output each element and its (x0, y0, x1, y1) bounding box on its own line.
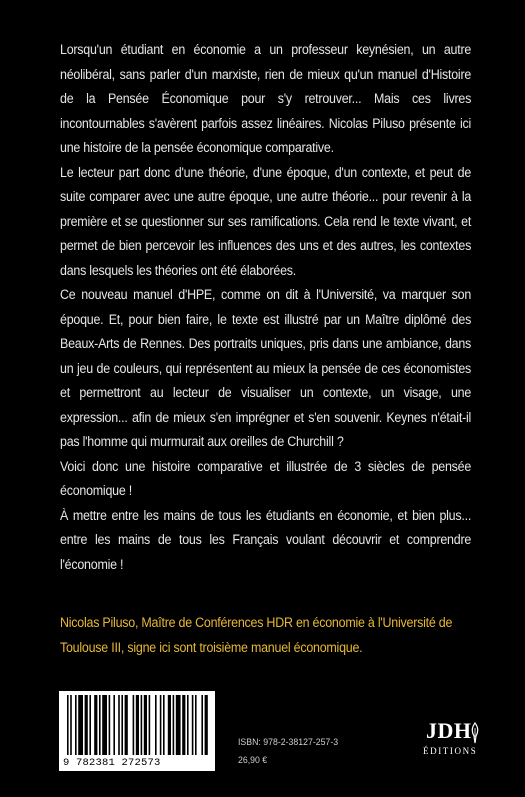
barcode (59, 691, 215, 771)
blurb-paragraph-4: Voici donc une histoire comparative et illustrée de 3 siècles de pensée économique ! (60, 458, 472, 498)
blurb-paragraph-2: Le lecteur part donc d'une théorie, d'une époque, d'un contexte, et peut de suite comparer avec une autre époque, une autre théorie... pour revenir à la première et se questionner sur ses ramifications. Cela rend le texte vivant, et permet de bien percevoir les influences des uns et des autres, les contextes dans lesquels les théories ont été élaborées. (60, 164, 472, 278)
quill-pen-icon (470, 722, 480, 744)
publisher-logo (422, 718, 482, 762)
isbn-price-block (238, 736, 338, 768)
barcode-digits: 9 782381 272573 (63, 757, 161, 769)
blurb-paragraph-1: Lorsqu'un étudiant en économie a un professeur keynésien, un autre néolibéral, sans parler d'un marxiste, rien de mieux qu'un manuel d'Histoire de la Pensée Économique pour s'y retrouver... Mais ces livres incontournables s'avèrent parfois assez linéaires. Nicolas Piluso présente ici une histoire de la pensée économique comparative. (60, 42, 472, 155)
price: 26,90 € (238, 755, 268, 766)
back-cover-blurb (60, 38, 471, 577)
isbn-number: ISBN: 978-2-38127-257-3 (238, 737, 339, 748)
publisher-subtitle: ÉDITIONS (423, 746, 478, 756)
blurb-paragraph-5: À mettre entre les mains de tous les étudiants en économie, et bien plus... entre les mains de tous les Français voulant découvrir et comprendre l'économie ! (60, 507, 472, 572)
author-note: Nicolas Piluso, Maître de Conférences HDR en économie à l'Université de Toulouse III, signe ici sont troisième manuel économique. (60, 615, 453, 655)
blurb-paragraph-3: Ce nouveau manuel d'HPE, comme on dit à l'Université, va marquer son époque. Et, pour bien faire, le texte est illustré par un Maître diplômé des Beaux-Arts de Rennes. Des portraits uniques, pris dans une ambiance, dans un jeu de couleurs, qui représentent au mieux la pensée de ces économistes et permettront au lecteur de visualiser un contexte, un visage, une expression... afin de mieux s'en imprégner et s'en souvenir. Keynes n'était-il pas l'homme qui murmurait aux oreilles de Churchill ? (60, 287, 472, 449)
publisher-name: JDH (426, 718, 472, 743)
